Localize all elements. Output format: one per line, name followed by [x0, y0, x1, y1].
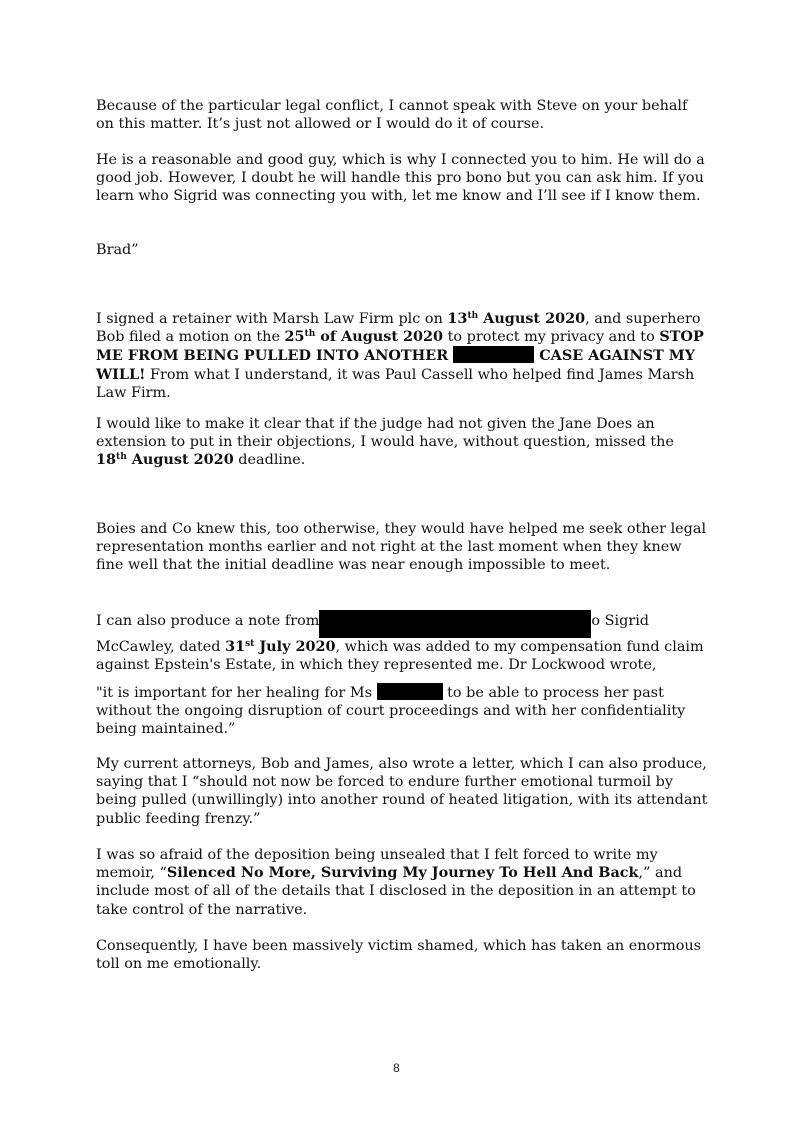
paragraph-deadline [96, 415, 708, 470]
paragraph-retainer [96, 310, 708, 402]
bold-run: 13 [447, 310, 468, 327]
redaction-bar [453, 346, 534, 363]
text-run: to protect my privacy and to [443, 329, 660, 346]
paragraph-memoir [96, 846, 708, 919]
paragraph-signoff-brad: Brad” [96, 242, 139, 258]
paragraph-note [96, 610, 708, 674]
text-run: ,” and include most of all of the details that I disclosed in the deposition in an attempt to take control of the narrative. [96, 865, 696, 918]
paragraph-consequently: Consequently, I have been massively victim shamed, which has taken an enormous toll on me emotionally. [96, 938, 702, 973]
text-run: , and superhero Bob filed a motion on the [96, 311, 701, 346]
page-number: 8 [393, 1061, 400, 1075]
bold-run: STOP ME FROM BEING PULLED INTO ANOTHER [96, 328, 704, 365]
bold-run: 25 [284, 328, 305, 346]
paragraph-boies: Boies and Co knew this, too otherwise, they would have helped me seek other legal representation months earlier and not right at the last moment when they knew fine well that the initial deadline was near enough impossible to meet. [96, 521, 707, 574]
text-run: , which was added to my compensation fund claim against Epstein's Estate, in which they represented me. Dr Lockwood wrote, [96, 639, 704, 674]
text-run: to be able to process her past without the ongoing disruption of court proceedings and with her confidentiality being maintained.” [96, 685, 686, 738]
text-run: deadline. [233, 452, 306, 469]
bold-run: August 2020 [126, 451, 234, 469]
text-run: I was so afraid of the deposition being unsealed that I felt forced to write my memoir, “ [96, 847, 658, 882]
text-run: o Sigrid McCawley, dated [96, 613, 650, 655]
book-title: Silenced No More, Surviving My Journey To Hell And Back [166, 864, 639, 882]
redaction-bar [377, 683, 443, 700]
paragraph-attorneys: My current attorneys, Bob and James, also wrote a letter, which I can also produce, saying that I “should not now be forced to endure further emotional turmoil by being pulled (unwillingly) into another round of heated litigation, with its attendant public feeding frenzy.” [96, 756, 708, 827]
text-run: I would like to make it clear that if the judge had not given the Jane Does an extension to put in their objections, I would have, without question, missed the [96, 416, 674, 451]
bold-run: 31 [225, 638, 246, 655]
bold-run: CASE AGAINST MY WILL! [96, 347, 696, 383]
paragraph-legal-conflict: Because of the particular legal conflict, I cannot speak with Steve on your behalf on this matter. It’s just not allowed or I would do it of course. [96, 98, 688, 133]
bold-run: of August 2020 [315, 328, 444, 346]
ordinal-suffix: th [116, 452, 127, 463]
bold-run: July 2020 [254, 638, 336, 655]
text-run: I signed a retainer with Marsh Law Firm plc on [96, 311, 448, 327]
bold-run: August 2020 [478, 310, 586, 327]
redaction-bar [319, 610, 591, 638]
paragraph-reasonable-guy: He is a reasonable and good guy, which is why I connected you to him. He will do a good job. However, I doubt he will handle this pro bono but you can ask him. If you learn who Sigrid was connecting you with, let me know and I’ll see if I know them. [96, 152, 705, 205]
ordinal-suffix: th [304, 329, 316, 340]
bold-run: 18 [96, 451, 117, 469]
text-run: I can also produce a note from [96, 613, 320, 629]
ordinal-suffix: th [467, 311, 479, 321]
ordinal-suffix: st [245, 639, 255, 649]
text-run: "it is important for her healing for Ms [96, 685, 377, 701]
paragraph-quote [96, 683, 708, 739]
text-run: From what I understand, it was Paul Cassell who helped find James Marsh Law Firm. [96, 366, 695, 401]
